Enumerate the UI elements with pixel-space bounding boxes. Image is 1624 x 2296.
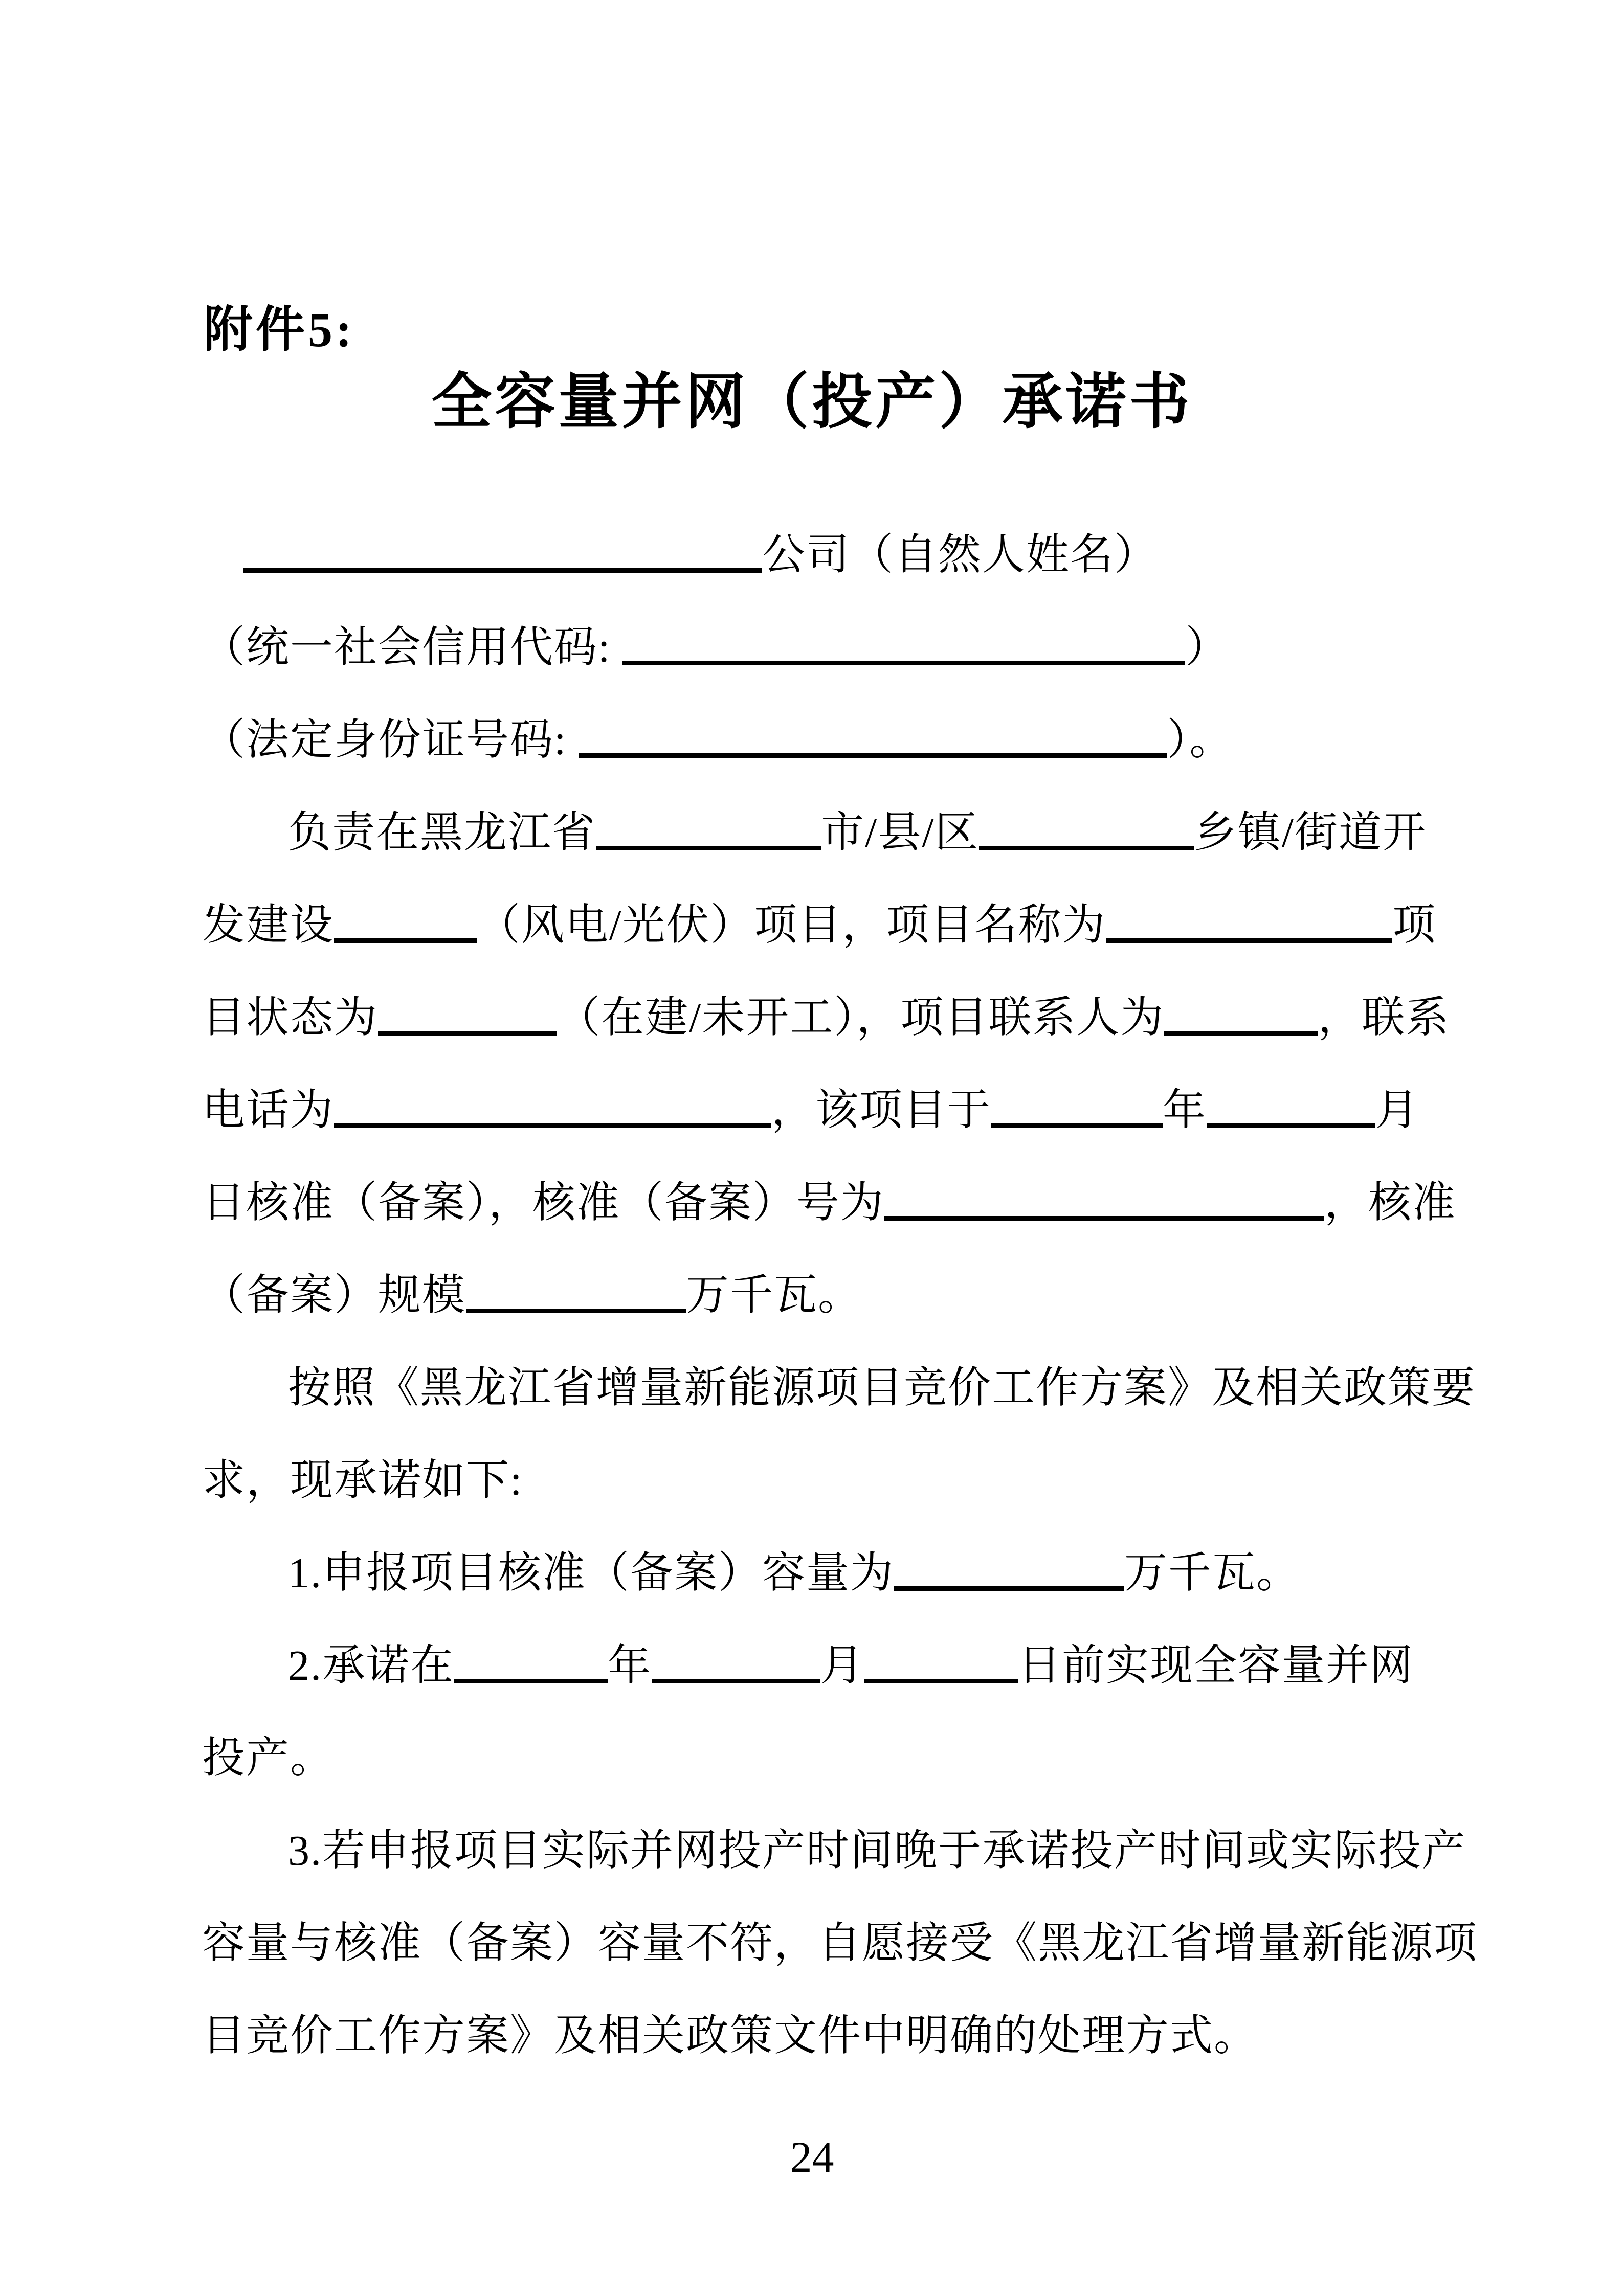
text-run: 发建设 [202,902,335,949]
text-run: （在建/未开工），项目联系人为 [557,994,1165,1042]
document-line [202,1805,1466,1897]
text-run: 公司（自然人姓名） [762,531,1159,579]
document-line [202,786,1430,879]
text-run: 项 [1392,902,1437,949]
document-line [202,972,1450,1064]
text-run: 投产。 [202,1735,335,1782]
fill-in-blank [334,895,477,943]
document-line [202,1064,1430,1157]
text-run: 容量与核准（备案）容量不符，自愿接受《黑龙江省增量新能源项 [202,1920,1478,1967]
text-run: ，核准 [1324,1179,1457,1227]
fill-in-blank [884,1173,1324,1221]
text-run: ，该项目于 [771,1087,992,1134]
document-line [202,1434,1430,1527]
document-line [202,1897,1478,1990]
text-run: （风电/光伏）项目，项目名称为 [477,902,1106,949]
fill-in-blank [243,525,762,573]
document-line [202,1249,1430,1342]
text-run: 电话为 [202,1087,335,1134]
text-run: ） [1185,624,1230,671]
document-line [202,601,1430,694]
text-run: 万千瓦。 [686,1272,862,1319]
fill-in-blank [864,1636,1018,1683]
text-run: 1.申报项目核准（备案）容量为 [288,1549,895,1597]
document-line [202,1619,1430,1712]
fill-in-blank [991,1081,1163,1128]
fill-in-blank [622,618,1185,665]
document-line [202,1527,1430,1619]
fill-in-blank [652,1636,820,1683]
page-number: 24 [790,2132,834,2181]
document-line [202,1990,1430,2082]
text-run: 按照《黑龙江省增量新能源项目竞价工作方案》及相关政策要 [288,1364,1476,1412]
text-run: 月 [820,1642,865,1690]
text-run: 市/县/区 [821,809,979,857]
document-line [202,1712,1430,1805]
text-run: 2.承诺在 [288,1642,455,1690]
text-run: （法定身份证号码: [202,716,579,764]
text-run: 日前实现全容量并网 [1018,1642,1414,1690]
attachment-label: 附件5: [204,302,355,357]
text-run: 万千瓦。 [1124,1549,1301,1597]
text-run: 年 [1163,1087,1207,1134]
fill-in-blank [579,710,1167,758]
text-run: 目竞价工作方案》及相关政策文件中明确的处理方式。 [202,2012,1258,2060]
fill-in-blank [454,1636,608,1683]
fill-in-blank [979,803,1194,850]
text-run: 日核准（备案），核准（备案）号为 [202,1179,885,1227]
document-line [202,1342,1476,1434]
document-line [202,509,1430,601]
document-body [202,509,1478,2082]
fill-in-blank [1207,1081,1375,1128]
text-run: 求，现承诺如下: [202,1457,523,1504]
fill-in-blank [894,1543,1124,1591]
text-run: 月 [1375,1087,1420,1134]
text-run: 目状态为 [202,994,379,1042]
text-run: （统一社会信用代码: [202,624,623,671]
text-run: ）。 [1167,716,1234,764]
document-line [202,1157,1457,1249]
document-line [202,694,1430,786]
text-run: 负责在黑龙江省 [288,809,596,857]
text-run: ，联系 [1318,994,1450,1042]
document-line [202,879,1437,972]
fill-in-blank [334,1081,771,1128]
fill-in-blank [378,988,557,1036]
fill-in-blank [596,803,821,850]
fill-in-blank [466,1266,686,1313]
fill-in-blank [1106,895,1392,943]
fill-in-blank [1164,988,1318,1036]
text-run: 乡镇/街道开 [1193,809,1427,857]
text-run: 3.若申报项目实际并网投产时间晚于承诺投产时间或实际投产 [288,1827,1466,1875]
document-title: 全容量并网（投产）承诺书 [431,369,1193,436]
text-run: （备案）规模 [202,1272,466,1319]
text-run: 年 [608,1642,652,1690]
